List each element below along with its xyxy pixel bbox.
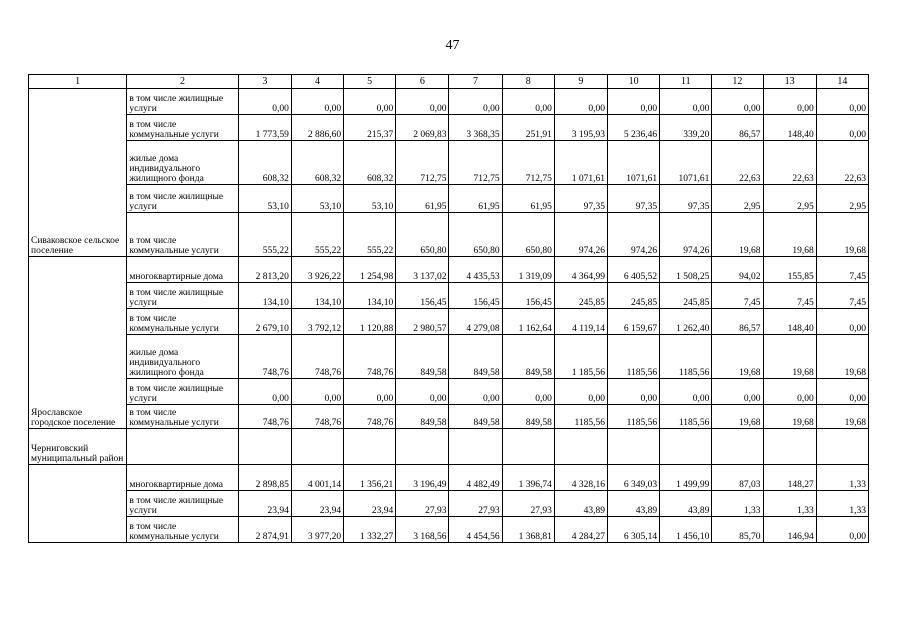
region-name: Черниговский муниципальный район [29, 429, 127, 465]
table-cell: 53,10 [238, 185, 291, 213]
table-cell: 0,00 [763, 89, 816, 115]
table-cell: 555,22 [344, 213, 396, 257]
table-cell: 4 001,14 [291, 465, 343, 491]
column-header: 13 [763, 75, 816, 89]
table-row [29, 465, 869, 491]
table-cell: 2 679,10 [238, 309, 291, 335]
column-header: 6 [396, 75, 449, 89]
table-cell: 97,35 [608, 185, 660, 213]
column-header: 8 [502, 75, 554, 89]
table-cell: 1185,56 [660, 335, 712, 379]
table-cell: 7,45 [712, 283, 763, 309]
table-row [29, 491, 869, 517]
row-label: в том числе коммунальные услуги [127, 517, 238, 543]
table-cell: 0,00 [344, 379, 396, 405]
row-label: в том числе коммунальные услуги [127, 115, 238, 141]
table-cell: 87,03 [712, 465, 763, 491]
table-cell: 3 926,22 [291, 257, 343, 283]
table-row [29, 89, 869, 115]
table-cell: 19,68 [816, 213, 868, 257]
table-cell: 22,63 [712, 141, 763, 185]
table-row [29, 257, 869, 283]
table-cell: 245,85 [660, 283, 712, 309]
table-cell: 97,35 [554, 185, 607, 213]
table-cell: 0,00 [554, 89, 607, 115]
row-label: в том числе коммунальные услуги [127, 309, 238, 335]
row-label: в том числе коммунальные услуги [127, 213, 238, 257]
table-cell: 251,91 [502, 115, 554, 141]
table-cell: 6 159,67 [608, 309, 660, 335]
table-row [29, 283, 869, 309]
table-cell: 86,57 [712, 309, 763, 335]
table-cell: 555,22 [291, 213, 343, 257]
table-cell: 555,22 [238, 213, 291, 257]
table-cell: 1 508,25 [660, 257, 712, 283]
table-cell: 1,33 [763, 491, 816, 517]
column-header: 1 [29, 75, 127, 89]
table-row [29, 335, 869, 379]
table-cell: 0,00 [554, 379, 607, 405]
region-name: Ярославское городское поселение [29, 257, 127, 429]
table-cell: 2 813,20 [238, 257, 291, 283]
table-cell: 849,58 [396, 405, 449, 429]
table-cell: 19,68 [712, 213, 763, 257]
table-cell: 19,68 [816, 405, 868, 429]
table-cell: 134,10 [238, 283, 291, 309]
table-cell: 156,45 [449, 283, 502, 309]
tariff-table [28, 74, 869, 543]
table-cell: 849,58 [396, 335, 449, 379]
table-cell: 712,75 [449, 141, 502, 185]
table-cell: 748,76 [238, 405, 291, 429]
table-cell: 2,95 [816, 185, 868, 213]
table-cell: 1,33 [816, 491, 868, 517]
table-cell: 86,57 [712, 115, 763, 141]
table-cell: 3 196,49 [396, 465, 449, 491]
table-cell: 0,00 [660, 89, 712, 115]
page-number: 47 [445, 38, 460, 53]
table-row [29, 185, 869, 213]
table-cell: 19,68 [763, 213, 816, 257]
table-cell: 53,10 [344, 185, 396, 213]
table-row [29, 517, 869, 543]
table-cell: 22,63 [816, 141, 868, 185]
table-row [29, 213, 869, 257]
table-cell: 97,35 [660, 185, 712, 213]
table-cell: 43,89 [554, 491, 607, 517]
table-cell: 974,26 [660, 213, 712, 257]
table-cell: 19,68 [712, 405, 763, 429]
table-cell: 974,26 [608, 213, 660, 257]
table-cell: 19,68 [816, 335, 868, 379]
table-cell: 650,80 [502, 213, 554, 257]
table-cell: 0,00 [291, 89, 343, 115]
table-cell: 134,10 [344, 283, 396, 309]
table-cell: 974,26 [554, 213, 607, 257]
table-cell: 0,00 [816, 309, 868, 335]
row-label: жилые дома индивидуального жилищного фонда [127, 335, 238, 379]
table-cell: 849,58 [502, 335, 554, 379]
table-cell: 4 454,56 [449, 517, 502, 543]
table-cell: 0,00 [712, 379, 763, 405]
table-cell: 2,95 [763, 185, 816, 213]
table-cell: 23,94 [291, 491, 343, 517]
table-cell: 1 368,81 [502, 517, 554, 543]
table-cell: 1 396,74 [502, 465, 554, 491]
table-cell: 1 456,10 [660, 517, 712, 543]
table-cell: 0,00 [449, 379, 502, 405]
table-cell: 6 405,52 [608, 257, 660, 283]
table-cell: 4 284,27 [554, 517, 607, 543]
table-cell: 53,10 [291, 185, 343, 213]
table-cell: 0,00 [608, 89, 660, 115]
table-cell: 61,95 [449, 185, 502, 213]
table-cell: 1 262,40 [660, 309, 712, 335]
table-cell: 19,68 [763, 335, 816, 379]
table-cell: 245,85 [554, 283, 607, 309]
table-cell: 650,80 [449, 213, 502, 257]
table-cell: 4 482,49 [449, 465, 502, 491]
table-cell: 0,00 [396, 379, 449, 405]
table-cell: 1185,56 [554, 405, 607, 429]
column-header: 3 [238, 75, 291, 89]
column-header: 9 [554, 75, 607, 89]
table-cell: 1185,56 [608, 335, 660, 379]
table-cell: 2 886,60 [291, 115, 343, 141]
table-cell: 155,85 [763, 257, 816, 283]
table-cell: 748,76 [291, 335, 343, 379]
table-cell: 43,89 [608, 491, 660, 517]
table-cell: 148,27 [763, 465, 816, 491]
table-cell: 22,63 [763, 141, 816, 185]
table-cell: 0,00 [502, 379, 554, 405]
table-cell: 0,00 [816, 517, 868, 543]
table-cell: 1 773,59 [238, 115, 291, 141]
table-cell: 650,80 [396, 213, 449, 257]
row-label: в том числе коммунальные услуги [127, 405, 238, 429]
table-cell: 1 332,27 [344, 517, 396, 543]
table-cell: 156,45 [502, 283, 554, 309]
table-cell: 1 254,98 [344, 257, 396, 283]
table-cell: 1071,61 [660, 141, 712, 185]
column-header: 14 [816, 75, 868, 89]
table-cell: 748,76 [238, 335, 291, 379]
table-cell: 0,00 [502, 89, 554, 115]
table-cell: 849,58 [449, 405, 502, 429]
table-cell: 748,76 [344, 335, 396, 379]
row-label: в том числе жилищные услуги [127, 491, 238, 517]
table-cell: 3 368,35 [449, 115, 502, 141]
table-cell: 27,93 [449, 491, 502, 517]
table-cell: 2 069,83 [396, 115, 449, 141]
table-cell: 0,00 [763, 379, 816, 405]
table-cell: 1,33 [816, 465, 868, 491]
table-cell: 712,75 [502, 141, 554, 185]
table-cell: 146,94 [763, 517, 816, 543]
row-label: многоквартирные дома [127, 257, 238, 283]
row-label: в том числе жилищные услуги [127, 89, 238, 115]
column-header: 2 [127, 75, 238, 89]
table-cell: 5 236,46 [608, 115, 660, 141]
table-row [29, 405, 869, 429]
table-cell: 148,40 [763, 115, 816, 141]
table-cell: 0,00 [816, 379, 868, 405]
row-label: жилые дома индивидуального жилищного фонда [127, 141, 238, 185]
table-cell: 608,32 [344, 141, 396, 185]
table-cell: 712,75 [396, 141, 449, 185]
table-cell: 0,00 [238, 89, 291, 115]
table-cell: 0,00 [238, 379, 291, 405]
table-cell: 0,00 [344, 89, 396, 115]
table-cell: 0,00 [449, 89, 502, 115]
table-cell: 608,32 [238, 141, 291, 185]
table-cell: 7,45 [816, 257, 868, 283]
table-cell: 0,00 [396, 89, 449, 115]
row-label: в том числе жилищные услуги [127, 379, 238, 405]
table-cell: 608,32 [291, 141, 343, 185]
table-cell: 1,33 [712, 491, 763, 517]
table-cell: 4 279,08 [449, 309, 502, 335]
table-row [29, 115, 869, 141]
table-cell: 1 319,09 [502, 257, 554, 283]
column-header: 11 [660, 75, 712, 89]
table-cell: 3 792,12 [291, 309, 343, 335]
table-cell: 23,94 [238, 491, 291, 517]
table-cell: 0,00 [816, 115, 868, 141]
table-cell: 4 328,16 [554, 465, 607, 491]
column-header: 4 [291, 75, 343, 89]
column-header: 7 [449, 75, 502, 89]
row-label: в том числе жилищные услуги [127, 283, 238, 309]
table-cell: 849,58 [449, 335, 502, 379]
table-cell: 43,89 [660, 491, 712, 517]
table-cell: 156,45 [396, 283, 449, 309]
table-cell: 148,40 [763, 309, 816, 335]
row-label: многоквартирные дома [127, 465, 238, 491]
table-cell: 4 119,14 [554, 309, 607, 335]
table-cell: 85,70 [712, 517, 763, 543]
table-cell: 4 364,99 [554, 257, 607, 283]
column-header: 10 [608, 75, 660, 89]
table-cell: 748,76 [344, 405, 396, 429]
table-cell: 3 168,56 [396, 517, 449, 543]
table-cell: 0,00 [660, 379, 712, 405]
table-cell: 1185,56 [660, 405, 712, 429]
table-cell: 19,68 [712, 335, 763, 379]
table-cell: 0,00 [712, 89, 763, 115]
column-header: 12 [712, 75, 763, 89]
table-cell: 6 305,14 [608, 517, 660, 543]
table-row [29, 309, 869, 335]
region-name: Сиваковское сельское поселение [29, 89, 127, 257]
table-cell: 1 185,56 [554, 335, 607, 379]
table-cell: 7,45 [816, 283, 868, 309]
table-cell: 339,20 [660, 115, 712, 141]
table-row [29, 141, 869, 185]
table-cell: 1 162,64 [502, 309, 554, 335]
table-cell: 4 435,53 [449, 257, 502, 283]
table-cell: 27,93 [502, 491, 554, 517]
table-row [29, 429, 869, 465]
table-cell: 2 980,57 [396, 309, 449, 335]
table-cell: 1 499,99 [660, 465, 712, 491]
table-row [29, 379, 869, 405]
table-cell: 1185,56 [608, 405, 660, 429]
table-cell: 0,00 [291, 379, 343, 405]
table-cell: 6 349,03 [608, 465, 660, 491]
table-cell: 748,76 [291, 405, 343, 429]
table-cell: 3 195,93 [554, 115, 607, 141]
column-header: 5 [344, 75, 396, 89]
table-cell: 19,68 [763, 405, 816, 429]
table-cell: 61,95 [502, 185, 554, 213]
table-cell: 61,95 [396, 185, 449, 213]
table-cell: 94,02 [712, 257, 763, 283]
table-cell: 245,85 [608, 283, 660, 309]
table-cell: 27,93 [396, 491, 449, 517]
table-cell: 134,10 [291, 283, 343, 309]
table-cell: 0,00 [816, 89, 868, 115]
table-cell: 0,00 [608, 379, 660, 405]
header-row [29, 75, 869, 89]
table-cell: 23,94 [344, 491, 396, 517]
table-cell: 3 137,02 [396, 257, 449, 283]
table-cell: 3 977,20 [291, 517, 343, 543]
table-cell: 1 356,21 [344, 465, 396, 491]
table-cell: 849,58 [502, 405, 554, 429]
table-cell: 2 898,85 [238, 465, 291, 491]
table-cell: 2 874,91 [238, 517, 291, 543]
table-cell: 1071,61 [608, 141, 660, 185]
table-cell: 215,37 [344, 115, 396, 141]
row-label: в том числе жилищные услуги [127, 185, 238, 213]
table-cell: 1 071,61 [554, 141, 607, 185]
table-cell: 7,45 [763, 283, 816, 309]
table-cell: 2,95 [712, 185, 763, 213]
table-cell: 1 120,88 [344, 309, 396, 335]
